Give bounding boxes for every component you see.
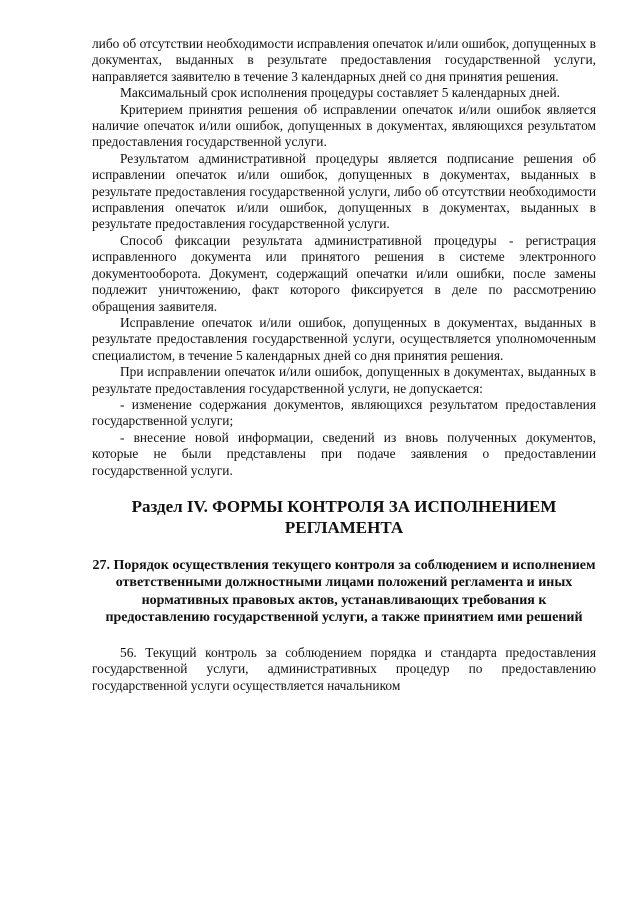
paragraph-fixation-method: Способ фиксации результата административной процедуры - регистрация исправленного документа или принятого решения в системе электронного документооборота. Документ, содержащий опечатки и/или ошибки, после замены подлежит уничтожению, факт которого фиксируется в деле по рассмотрению обращения заявителя. (92, 232, 596, 314)
section-heading: Раздел IV. ФОРМЫ КОНТРОЛЯ ЗА ИСПОЛНЕНИЕМ РЕГЛАМЕНТА (131, 496, 557, 537)
paragraph-56: 56. Текущий контроль за соблюдением порядка и стандарта предоставления государственной услуги, административных процедур по предоставлению государственной услуги осуществляется начальником (92, 644, 596, 693)
paragraph-criterion: Критерием принятия решения об исправлении опечаток и/или ошибок является наличие опечаток и/или ошибок, допущенных в документах, являющихся результатом предоставления государственной услуги. (92, 101, 596, 150)
paragraph-max-term: Максимальный срок исполнения процедуры составляет 5 календарных дней. (120, 85, 560, 101)
paragraph-not-allowed: При исправлении опечаток и/или ошибок, допущенных в документах, выданных в результате предоставления государственной услуги, не допускается: (92, 364, 596, 396)
list-item-new-info: - внесение новой информации, сведений из вновь полученных документов, которые не были представлены при подаче заявления о предоставлении государственной услуги. (92, 429, 596, 478)
paragraph-correction-term: Исправление опечаток и/или ошибок, допущенных в документах, выданных в результате предоставления государственной услуги, осуществляется уполномоченным специалистом, в течение 5 календарных дней со дня принятия решения. (92, 314, 596, 363)
list-item-content-change: - изменение содержания документов, являющихся результатом предоставления государственной услуги; (92, 396, 596, 429)
subsection-heading: 27. Порядок осуществления текущего контроля за соблюдением и исполнением ответственными должностными лицами положений регламента и иных нормативных правовых актов, устанавливающих требования к предоставлению государственной услуги, а также принятием ими решений (92, 557, 596, 626)
paragraph-decision-notice: либо об отсутствии необходимости исправления опечаток и/или ошибок, допущенных в документах, выданных в результате предоставления государственной услуги, направляется заявителю в течение 3 календарных дней со дня принятия решения. (92, 36, 596, 84)
paragraph-result: Результатом административной процедуры является подписание решения об исправлении опечаток и/или ошибок, допущенных в документах, выданных в результате предоставления государственной услуги, либо об отсутствии необходимости исправления опечаток и/или ошибок, допущенных в документах, выданных в результате предоставления государственной услуги. (92, 150, 596, 232)
document-page (92, 36, 596, 694)
